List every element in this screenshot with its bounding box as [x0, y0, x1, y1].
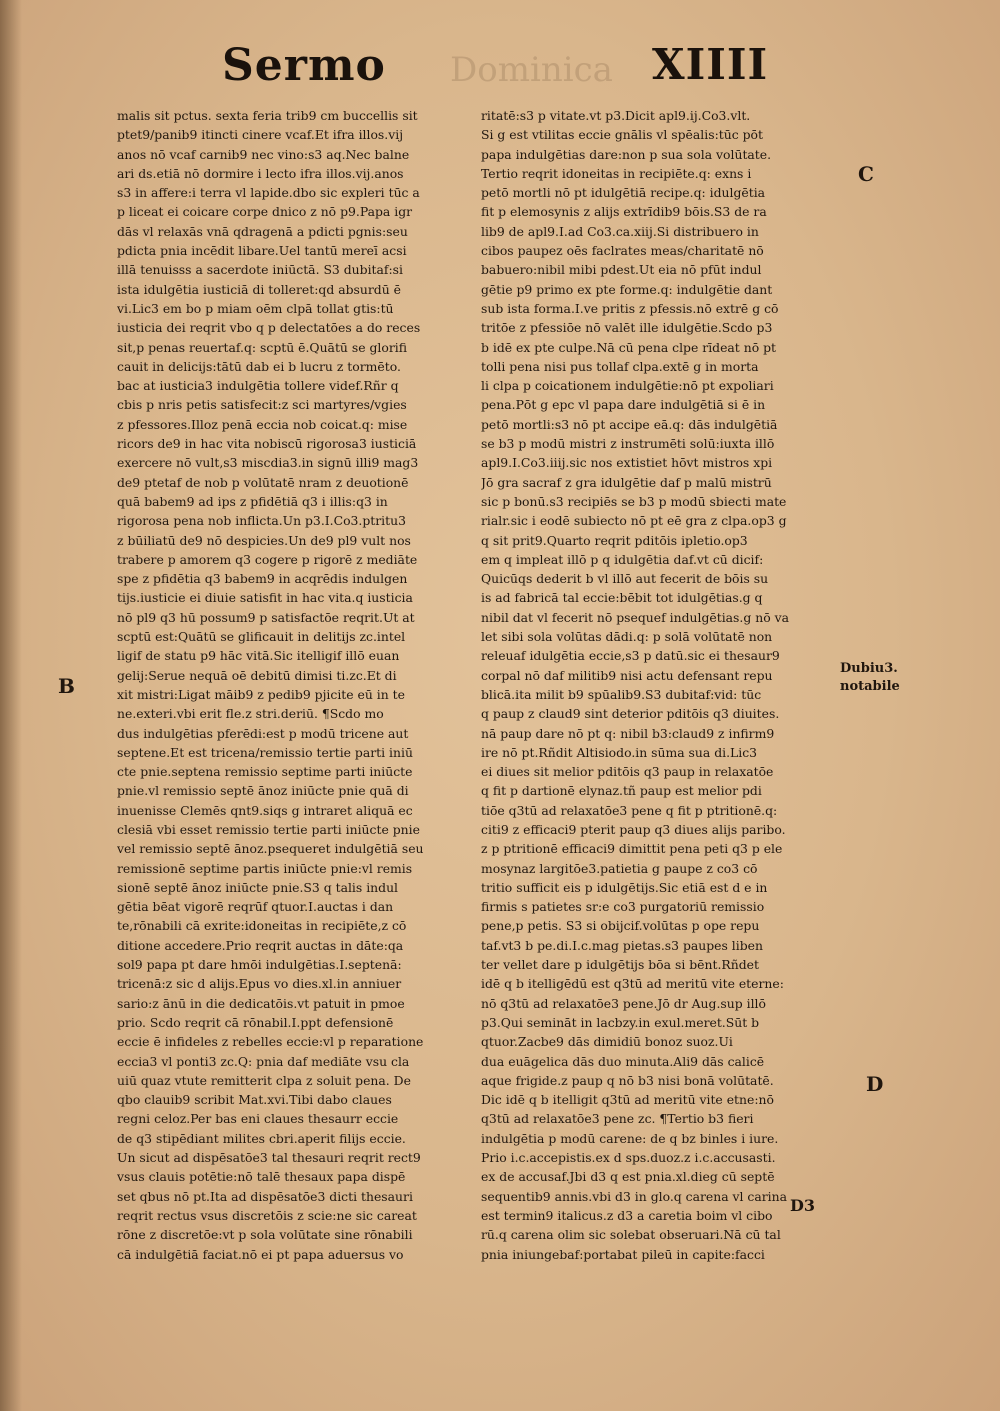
text-line: releuaf idulgētia eccie,s3 p datū.sic ei thesaur9 [481, 648, 780, 664]
text-line: nō q3tū ad relaxatōe3 pene.Jō dr Aug.sup illō [481, 995, 766, 1011]
text-line: sequentib9 annis.vbi d3 in glo.q carena vl carina [481, 1188, 788, 1204]
text-line: q sit prit9.Quarto reqrit pditōis ipletio.op3 [481, 532, 748, 548]
text-line: iusticia dei reqrit vbo q p delectatōes a do reces [117, 320, 421, 336]
text-line: ter vellet dare p idulgētijs bōa si bēnt.Rñdet [481, 957, 759, 973]
text-line: dua euāgelica dās duo minuta.Ali9 dās calicē [481, 1053, 765, 1069]
bleed-through-text: Dominica [450, 50, 613, 90]
text-line: illā tenuisss a sacerdote iniūctā. S3 dubitaf:si [117, 262, 404, 278]
text-line: p liceat ei coicare corpe dnico z nō p9.Papa igr [117, 204, 413, 220]
text-line: let sibi sola volūtas dādi.q: p solā volūtatē non [481, 629, 773, 645]
text-line: pdicta pnia incēdit libare.Uel tantū mereī acsi [117, 243, 407, 259]
margin-note [840, 660, 900, 696]
text-line: nō pl9 q3 hū possum9 p satisfactōe reqrit.Ut at [117, 609, 415, 625]
text-line: Tertio reqrit idoneitas in recipiēte.q: exns i [481, 165, 752, 181]
text-line: vsus clauis potētie:nō talē thesaux papa dispē [117, 1169, 406, 1185]
text-line: z pfessores.Illoz penā eccia nob coicat.q: mise [117, 416, 408, 432]
text-line: de9 ptetaf de nob p volūtatē nram z deuotionē [117, 474, 409, 490]
left-text-column [117, 106, 472, 1264]
text-line: dus indulgētias pferēdi:est p modū tricene aut [117, 725, 409, 741]
text-line: rialr.sic i eodē subiecto nō pt eē gra z clpa.op3 g [481, 513, 787, 529]
text-line: Dic idē q b itelligit q3tū ad meritū vite etne:nō [481, 1092, 774, 1108]
text-line: nibil dat vl fecerit nō psequef indulgētias.g nō va [481, 609, 789, 625]
text-line: ricors de9 in hac vita nobiscū rigorosa3 iusticiā [117, 436, 417, 452]
text-line: eccia3 vl ponti3 zc.Q: pnia daf mediāte vsu cla [117, 1053, 410, 1069]
text-line: tiōe q3tū ad relaxatōe3 pene q fit p ptritionē.q: [481, 802, 778, 818]
text-line: is ad fabricā tal eccie:bēbit tot idulgētias.g q [481, 590, 763, 606]
text-line: ritatē:s3 p vitate.vt p3.Dicit apl9.ij.Co3.vlt. [481, 108, 751, 123]
text-line: corpal nō daf militib9 nisi actu defensant repu [481, 667, 773, 683]
text-line: malis sit pctus. sexta feria trib9 cm buccellis sit [117, 108, 418, 123]
right-text-column [481, 106, 853, 1264]
text-line: tolli pena nisi pus tollaf clpa.extē g in morta [481, 358, 759, 374]
text-line: cbis p nris petis satisfecit:z sci martyres/vgies [117, 397, 407, 413]
text-line: b idē ex pte culpe.Nā cū pena clpe rīdeat nō pt [481, 339, 777, 355]
text-line: inuenisse Clemēs qnt9.siqs g intraret aliquā ec [117, 802, 413, 818]
text-line: rōne z discretōe:vt p sola volūtate sine rōnabili [117, 1227, 413, 1243]
text-line: trabere p amorem q3 cogere p rigorē z mediāte [117, 551, 418, 567]
page-number: XIIII [652, 40, 769, 89]
text-line: fit p elemosynis z alijs extrīdib9 bōis.S3 de ra [481, 204, 767, 220]
text-line: uiū quaz vtute remitterit clpa z soluit pena. De [117, 1072, 411, 1088]
text-line: ista idulgētia iusticiā di tolleret:qd absurdū ē [117, 281, 401, 297]
text-line: gelij:Serue nequā oē debitū dimisi ti.zc.Et di [117, 667, 397, 683]
text-line: xit mistri:Ligat māib9 z pedib9 pjicite eū in te [117, 686, 405, 702]
margin-letter-b: B [58, 674, 75, 698]
text-line: clesiā vbi esset remissio tertie parti iniūcte pnie [117, 821, 420, 837]
text-line: aque frigide.z paup q nō b3 nisi bonā volūtatē. [481, 1072, 774, 1088]
text-line: tritōe z pfessiōe nō valēt ille idulgētie.Scdo p3 [481, 320, 773, 336]
text-line: pnie.vl remissio septē ānoz iniūcte pnie quā di [117, 783, 409, 799]
text-line: reqrit rectus vsus discretōis z scie:ne sic careat [117, 1207, 417, 1223]
text-line: firmis s patietes sr:e co3 purgatoriū remissio [481, 899, 765, 915]
text-line: citi9 z efficaci9 pterit paup q3 diues alijs paribo. [481, 821, 786, 837]
text-line: em q impleat illō p q idulgētia daf.vt cū dicif: [481, 551, 764, 567]
text-line: quā babem9 ad ips z pfidētiā q3 i illis:q3 in [117, 493, 388, 509]
text-line: rū.q carena olim sic solebat obseruari.Nā cū tal [481, 1227, 781, 1243]
text-line: pene,p petis. S3 si obijcif.volūtas p ope repu [481, 918, 760, 934]
text-line: sic p bonū.s3 recipiēs se b3 p modū sbiecti mate [481, 493, 787, 509]
text-line: ex de accusaf.Jbi d3 q est pnia.xl.dieg cū septē [481, 1169, 775, 1185]
text-line: de q3 stipēdiant milites cbri.aperit filijs eccie. [117, 1130, 406, 1146]
text-line: exercere nō vult,s3 miscdia3.in signū illi9 mag3 [117, 455, 419, 471]
text-line: indulgētia p modū carene: de q bz binles i iure. [481, 1130, 779, 1146]
text-line: nā paup dare nō pt q: nibil b3:claud9 z infirm9 [481, 725, 775, 741]
margin-letter-c: C [858, 162, 874, 186]
text-line: cā indulgētiā faciat.nō ei pt papa aduersus vo [117, 1246, 404, 1262]
text-line: q3tū ad relaxatōe3 pene zc. ¶Tertio b3 fieri [481, 1111, 754, 1127]
text-line: lib9 de apl9.I.ad Co3.ca.xiij.Si distribuero in [481, 223, 759, 239]
text-line: se b3 p modū mistri z instrumēti solū:iuxta illō [481, 436, 775, 452]
text-line: pnia iniungebaf:portabat pileū in capite:facci [481, 1246, 765, 1262]
text-line: taf.vt3 b pe.di.I.c.mag pietas.s3 paupes liben [481, 937, 763, 953]
text-line: te,rōnabili cā exrite:idoneitas in recipiēte,z cō [117, 918, 407, 934]
text-line: Prio i.c.accepistis.ex d sps.duoz.z i.c.accusasti. [481, 1150, 776, 1166]
text-line: blicā.ita milit b9 spūalib9.S3 dubitaf:vid: tūc [481, 686, 762, 702]
text-line: septene.Et est tricena/remissio tertie parti iniū [117, 744, 413, 760]
text-line: ari ds.etiā nō dormire i lecto ifra illos.vij.anos [117, 165, 404, 181]
text-line: cibos paupez oēs faclrates meas/charitatē nō [481, 243, 764, 259]
text-line: qbo clauib9 scribit Mat.xvi.Tibi dabo claues [117, 1092, 392, 1108]
text-line: tijs.iusticie ei diuie satisfit in hac vita.q iusticia [117, 590, 413, 606]
text-line: Si g est vtilitas eccie gnālis vl spēalis:tūc pōt [481, 127, 763, 143]
text-line: petō mortli:s3 nō pt accipe eā.q: dās indulgētiā [481, 416, 778, 432]
margin-note-line: notabile [840, 679, 900, 694]
text-line: qtuor.Zacbe9 dās dimidiū bonoz suoz.Ui [481, 1034, 733, 1050]
text-line: p3.Qui semināt in lacbzy.in exul.meret.Sūt b [481, 1014, 760, 1030]
text-line: sol9 papa pt dare hmōi indulgētias.I.septenā: [117, 957, 402, 973]
text-line: papa indulgētias dare:non p sua sola volūtate. [481, 146, 772, 162]
text-line: gētia bēat vigorē reqrūf qtuor.I.auctas i dan [117, 899, 394, 915]
text-line: anos nō vcaf carnib9 nec vino:s3 aq.Nec balne [117, 146, 410, 162]
text-line: cauit in delicijs:tātū dab ei b lucru z tormēto. [117, 358, 401, 374]
text-line: li clpa p coicationem indulgētie:nō pt expoliari [481, 378, 774, 394]
text-line: set qbus nō pt.Ita ad dispēsatōe3 dicti thesauri [117, 1188, 413, 1204]
text-line: vel remissio septē ānoz.psequeret indulgētiā seu [117, 841, 424, 857]
text-line: ire nō pt.Rñdit Altisiodo.in sūma sua di.Lic3 [481, 744, 758, 760]
catchword: D3 [790, 1196, 816, 1215]
text-line: scptū est:Quātū se glificauit in delitijs zc.intel [117, 629, 406, 645]
text-line: sario:z ānū in die dedicatōis.vt patuit in pmoe [117, 995, 405, 1011]
text-line: babuero:nibil mibi pdest.Ut eia nō pfūt indul [481, 262, 762, 278]
text-line: z būiliatū de9 nō despicies.Un de9 pl9 vult nos [117, 532, 411, 548]
text-line: ditione accedere.Prio reqrit auctas in dāte:qa [117, 937, 404, 953]
text-line: regni celoz.Per bas eni claues thesaurr eccie [117, 1111, 399, 1127]
text-line: q paup z claud9 sint deterior pditōis q3 diuites. [481, 706, 780, 722]
text-line: eccie ē infideles z rebelles eccie:vl p reparatione [117, 1034, 424, 1050]
text-line: idē q b itelligēdū est q3tū ad meritū vite eterne: [481, 976, 784, 992]
text-line: dās vl relaxās vnā qdragenā a pdicti pgnis:seu [117, 223, 408, 239]
text-line: remissionē septime partis iniūcte pnie:vl remis [117, 860, 413, 876]
text-line: z p ptritionē efficaci9 dimittit pena peti q3 p ele [481, 841, 783, 857]
text-line: Quicūqs dederit b vl illō aut fecerit de bōis su [481, 571, 769, 587]
text-line: sit,p penas reuertaf.q: scptū ē.Quātū se glorifi [117, 339, 407, 355]
text-line: gētie p9 primo ex pte forme.q: indulgētie dant [481, 281, 773, 297]
running-title: Sermo [222, 40, 386, 91]
text-line: q fit p dartionē elynaz.tñ paup est melior pdi [481, 783, 762, 799]
page-header [0, 38, 1000, 98]
text-line: est termin9 italicus.z d3 a caretia boim vl cibo [481, 1207, 773, 1223]
text-line: mosynaz largitōe3.patietia g paupe z co3 cō [481, 860, 758, 876]
text-line: tritio sufficit eis p idulgētijs.Sic etiā est d e in [481, 879, 768, 895]
text-line: s3 in affere:i terra vl lapide.dbo sic expleri tūc a [117, 185, 420, 201]
gutter-shadow [0, 0, 22, 1411]
text-line: ptet9/panib9 itincti cinere vcaf.Et ifra illos.vij [117, 127, 404, 143]
text-line: pena.Pōt g epc vl papa dare indulgētiā si ē in [481, 397, 766, 413]
text-line: bac at iusticia3 indulgētia tollere videf.Rñr q [117, 378, 399, 394]
margin-note-line: Dubiu3. [840, 661, 898, 676]
text-line: sub ista forma.I.ve pritis z pfessis.nō extrē g cō [481, 300, 779, 316]
text-line: apl9.I.Co3.iiij.sic nos extistiet hōvt mistros xpi [481, 455, 773, 471]
text-line: Jō gra sacraf z gra idulgētie daf p malū mistrū [481, 474, 772, 490]
text-line: cte pnie.septena remissio septime parti iniūcte [117, 764, 413, 780]
text-line: ligif de statu p9 hāc vitā.Sic itelligif illō euan [117, 648, 400, 664]
text-line: prio. Scdo reqrit cā rōnabil.I.ppt defensionē [117, 1014, 394, 1030]
text-line: vi.Lic3 em bo p miam oēm clpā tollat gtis:tū [117, 300, 394, 316]
text-line: ne.exteri.vbi erit fle.z stri.deriū. ¶Scdo mo [117, 706, 384, 722]
text-line: ei diues sit melior pditōis q3 paup in relaxatōe [481, 764, 774, 780]
text-line: sionē septē ānoz iniūcte pnie.S3 q talis indul [117, 879, 399, 895]
margin-letter-d: D [866, 1072, 884, 1096]
text-line: tricenā:z sic d alijs.Epus vo dies.xl.in anniuer [117, 976, 402, 992]
text-line: spe z pfidētia q3 babem9 in acqrēdis indulgen [117, 571, 408, 587]
text-line: Un sicut ad dispēsatōe3 tal thesauri reqrit rect9 [117, 1150, 421, 1166]
text-line: petō mortli nō pt idulgētiā recipe.q: idulgētia [481, 185, 766, 201]
text-line: rigorosa pena nob inflicta.Un p3.I.Co3.ptritu3 [117, 513, 406, 529]
